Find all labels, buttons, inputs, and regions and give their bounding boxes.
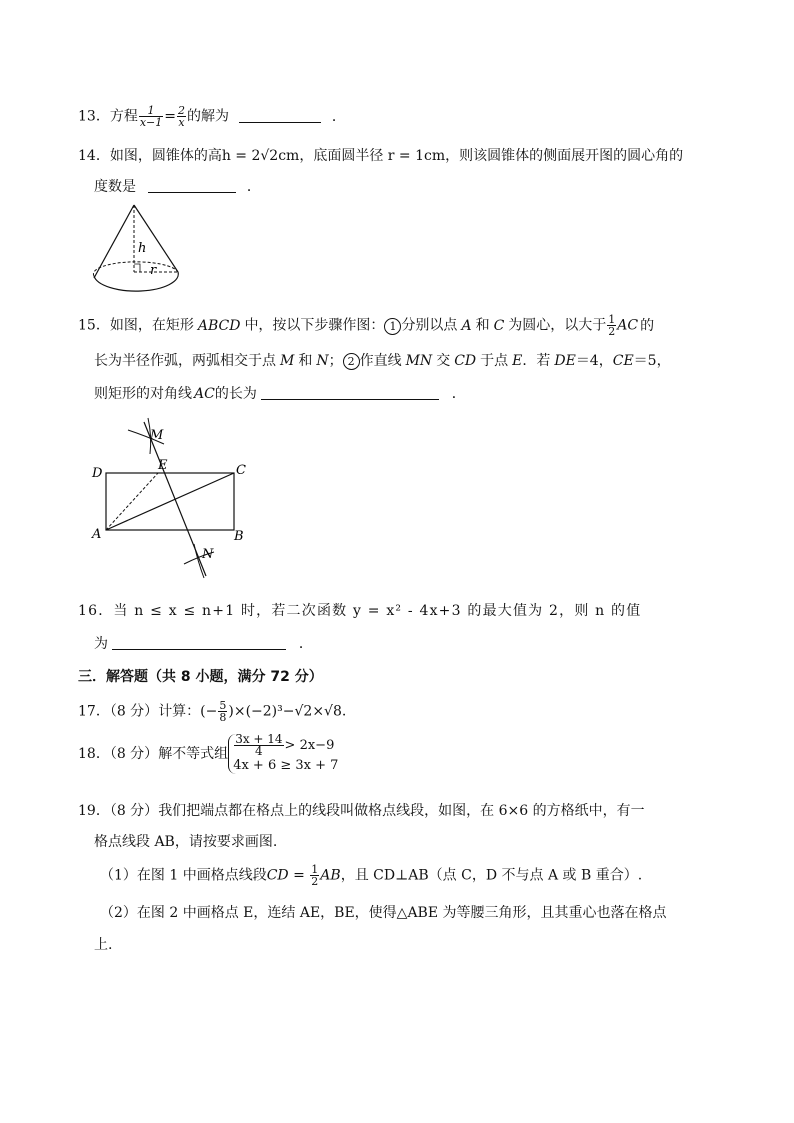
answer-blank[interactable] [112, 635, 286, 650]
score-label: （8 分） [109, 803, 159, 819]
cone-base-front [94, 272, 178, 291]
fraction-half: $\frac{1}{2}$ [311, 863, 319, 888]
question-19-part-2-line-2: 上. [94, 937, 113, 953]
line-mn [144, 422, 206, 576]
label-N: N [202, 547, 214, 562]
fraction-half: $\frac{1}{2}$ [608, 313, 616, 338]
fraction-5-8: $\frac{5}{8}$ [219, 699, 227, 724]
question-number: 16． [78, 603, 114, 619]
cone-right-edge [134, 205, 178, 272]
answer-blank[interactable] [148, 178, 236, 193]
question-number: 14． [78, 148, 110, 164]
question-number: 15． [78, 317, 110, 334]
answer-blank[interactable] [261, 385, 439, 400]
question-17: 17．（8 分）计算：(− $\frac{5}{8}$ )×(−2)³−√2×√8. [78, 699, 347, 724]
fraction-rhs: $\frac{2}{x}$ [177, 104, 185, 129]
step-1-marker: 1 [384, 318, 401, 335]
question-text: 我们把端点都在格点上的线段叫做格点线段，如图，在 6×6 的方格纸中，有一 [158, 803, 645, 819]
question-19-line-1 [78, 800, 645, 820]
diagonal-ac [106, 473, 234, 530]
inequality-system: $\frac{3x + 14}{4}$ > 2x−9 4x + 6 ≥ 3x + 7 [228, 734, 338, 774]
question-18: 18．（8 分）解不等式组 $\frac{3x + 14}{4}$ > 2x−9 4x + 6 ≥ 3x + 7 [78, 732, 339, 773]
question-13: 13．方程 $\frac{1}{x-1}$ = $\frac{2}{x}$ 的解为 ． [78, 104, 346, 129]
question-number: 13． [78, 108, 110, 125]
label-h: h [138, 241, 147, 256]
question-16-line-1 [78, 600, 641, 620]
label-D: D [92, 466, 103, 481]
score-label: （8 分） [109, 746, 159, 762]
label-E: E [158, 458, 168, 473]
label-r: r [150, 263, 157, 278]
step-2-marker: 2 [343, 353, 360, 370]
question-19-part-1: （1）在图 1 中画格点线段CD = $\frac{1}{2}$ AB，且 CD⊥AB（点 C，D 不与点 A 或 B 重合）. [100, 863, 643, 888]
question-19-line-2: 格点线段 AB，请按要求画图. [94, 834, 278, 850]
question-19-part-2-line-1: （2）在图 2 中画格点 E，连结 AE，BE，使得△ABE 为等腰三角形，且其重心也落在格点 [100, 905, 667, 921]
question-text: 方程 [109, 108, 138, 125]
label-M: M [150, 428, 164, 443]
score-label: （8 分） [109, 703, 159, 720]
question-15-line-2: 长为半径作弧，两弧相交于点 M 和 N； 2 作直线 MN 交 CD 于点 E．若 DE＝4，CE＝5， [94, 353, 671, 369]
question-number: 19． [78, 803, 110, 819]
right-angle-mark [134, 264, 140, 272]
segment-ae [106, 473, 158, 530]
label-A: A [92, 527, 102, 542]
section-3-title: 三．解答题（共 8 小题，满分 72 分） [78, 669, 323, 685]
answer-blank[interactable] [239, 108, 321, 123]
question-14-line-1 [78, 145, 683, 165]
question-text: 如图，圆锥体的高h = 2√2cm，底面圆半径 r = 1cm，则该圆锥体的侧面展开图的圆心角的 [109, 148, 684, 164]
question-number: 17． [78, 703, 110, 720]
label-C: C [236, 463, 246, 478]
question-15-line-3: 则矩形的对角线 AC的长为 ． [94, 386, 466, 402]
rectangle-construction-figure [88, 414, 258, 584]
cone-figure [90, 200, 190, 300]
question-number: 18． [78, 746, 110, 762]
question-15-line-1: 15．如图，在矩形 ABCD 中，按以下步骤作图： 1 分别以点 A 和 C 为圆心，以大于 $\frac{1}{2}$ AC 的 [78, 313, 655, 338]
label-B: B [234, 529, 244, 544]
question-14-line-2: 度数是 ． [94, 179, 261, 195]
fraction-lhs: $\frac{1}{x-1}$ [139, 104, 163, 129]
question-text: 当 n ≤ x ≤ n+1 时，若二次函数 y = x² - 4x+3 的最大值为 2，则 n 的值 [113, 603, 642, 619]
question-16-line-2: 为 ． [94, 636, 313, 652]
